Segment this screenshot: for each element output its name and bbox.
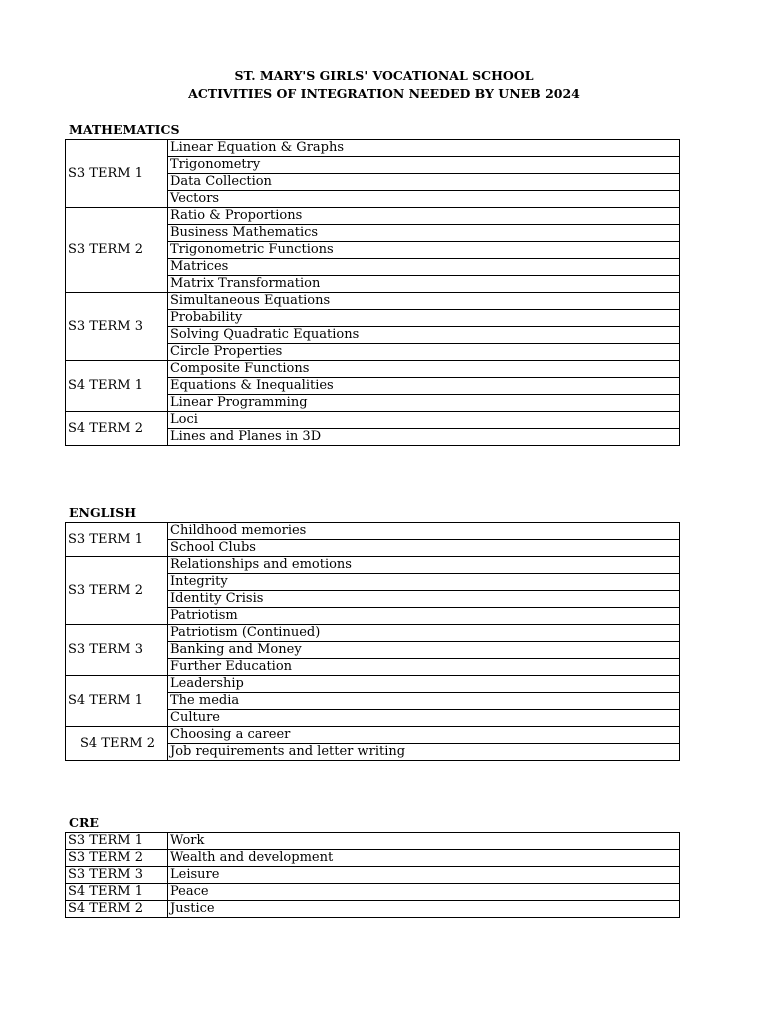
activity-cell: Matrices bbox=[168, 259, 680, 276]
cre-table bbox=[65, 832, 680, 918]
term-cell: S3 TERM 2 bbox=[66, 557, 168, 625]
table-row bbox=[66, 850, 680, 867]
activity-cell: Patriotism (Continued) bbox=[168, 625, 680, 642]
activity-cell: The media bbox=[168, 693, 680, 710]
activity-cell: Work bbox=[168, 833, 680, 850]
table-row bbox=[66, 412, 680, 429]
section-title-cre: CRE bbox=[69, 815, 99, 830]
section-title-mathematics: MATHEMATICS bbox=[69, 122, 180, 137]
activity-cell: Linear Programming bbox=[168, 395, 680, 412]
activity-cell: Matrix Transformation bbox=[168, 276, 680, 293]
activity-cell: Lines and Planes in 3D bbox=[168, 429, 680, 446]
table-row bbox=[66, 884, 680, 901]
activity-cell: Identity Crisis bbox=[168, 591, 680, 608]
activity-cell: Patriotism bbox=[168, 608, 680, 625]
term-cell: S4 TERM 2 bbox=[66, 901, 168, 918]
activity-cell: Wealth and development bbox=[168, 850, 680, 867]
term-cell: S4 TERM 2 bbox=[66, 727, 168, 761]
activity-cell: Simultaneous Equations bbox=[168, 293, 680, 310]
activity-cell: Trigonometric Functions bbox=[168, 242, 680, 259]
table-row bbox=[66, 727, 680, 744]
english-table bbox=[65, 522, 680, 761]
term-cell: S3 TERM 3 bbox=[66, 293, 168, 361]
activity-cell: Leisure bbox=[168, 867, 680, 884]
term-cell: S3 TERM 1 bbox=[66, 140, 168, 208]
table-row bbox=[66, 208, 680, 225]
term-cell: S3 TERM 2 bbox=[66, 850, 168, 867]
term-cell: S4 TERM 1 bbox=[66, 676, 168, 727]
activity-cell: Justice bbox=[168, 901, 680, 918]
activity-cell: Vectors bbox=[168, 191, 680, 208]
term-cell: S4 TERM 2 bbox=[66, 412, 168, 446]
table-row bbox=[66, 625, 680, 642]
activity-cell: Childhood memories bbox=[168, 523, 680, 540]
table-row bbox=[66, 867, 680, 884]
activity-cell: Integrity bbox=[168, 574, 680, 591]
activity-cell: Business Mathematics bbox=[168, 225, 680, 242]
school-name: ST. MARY'S GIRLS' VOCATIONAL SCHOOL bbox=[234, 68, 534, 83]
table-row bbox=[66, 557, 680, 574]
term-cell: S3 TERM 1 bbox=[66, 833, 168, 850]
activity-cell: Loci bbox=[168, 412, 680, 429]
activity-cell: Ratio & Proportions bbox=[168, 208, 680, 225]
term-cell: S3 TERM 2 bbox=[66, 208, 168, 293]
activity-cell: Further Education bbox=[168, 659, 680, 676]
activity-cell: Trigonometry bbox=[168, 157, 680, 174]
activity-cell: Composite Functions bbox=[168, 361, 680, 378]
activity-cell: Leadership bbox=[168, 676, 680, 693]
term-cell: S4 TERM 1 bbox=[66, 361, 168, 412]
table-row bbox=[66, 140, 680, 157]
activity-cell: Peace bbox=[168, 884, 680, 901]
table-row bbox=[66, 361, 680, 378]
activity-cell: Choosing a career bbox=[168, 727, 680, 744]
activity-cell: School Clubs bbox=[168, 540, 680, 557]
activity-cell: Relationships and emotions bbox=[168, 557, 680, 574]
activity-cell: Probability bbox=[168, 310, 680, 327]
activity-cell: Culture bbox=[168, 710, 680, 727]
table-row bbox=[66, 293, 680, 310]
activity-cell: Linear Equation & Graphs bbox=[168, 140, 680, 157]
mathematics-table bbox=[65, 139, 680, 446]
table-row bbox=[66, 523, 680, 540]
table-row bbox=[66, 901, 680, 918]
table-row bbox=[66, 676, 680, 693]
table-row bbox=[66, 833, 680, 850]
term-cell: S3 TERM 3 bbox=[66, 625, 168, 676]
activity-cell: Solving Quadratic Equations bbox=[168, 327, 680, 344]
activity-cell: Equations & Inequalities bbox=[168, 378, 680, 395]
term-cell: S3 TERM 1 bbox=[66, 523, 168, 557]
document-subtitle: ACTIVITIES OF INTEGRATION NEEDED BY UNEB 2024 bbox=[188, 86, 580, 101]
activity-cell: Banking and Money bbox=[168, 642, 680, 659]
section-title-english: ENGLISH bbox=[69, 505, 137, 520]
term-cell: S4 TERM 1 bbox=[66, 884, 168, 901]
term-cell: S3 TERM 3 bbox=[66, 867, 168, 884]
activity-cell: Job requirements and letter writing bbox=[168, 744, 680, 761]
activity-cell: Data Collection bbox=[168, 174, 680, 191]
activity-cell: Circle Properties bbox=[168, 344, 680, 361]
